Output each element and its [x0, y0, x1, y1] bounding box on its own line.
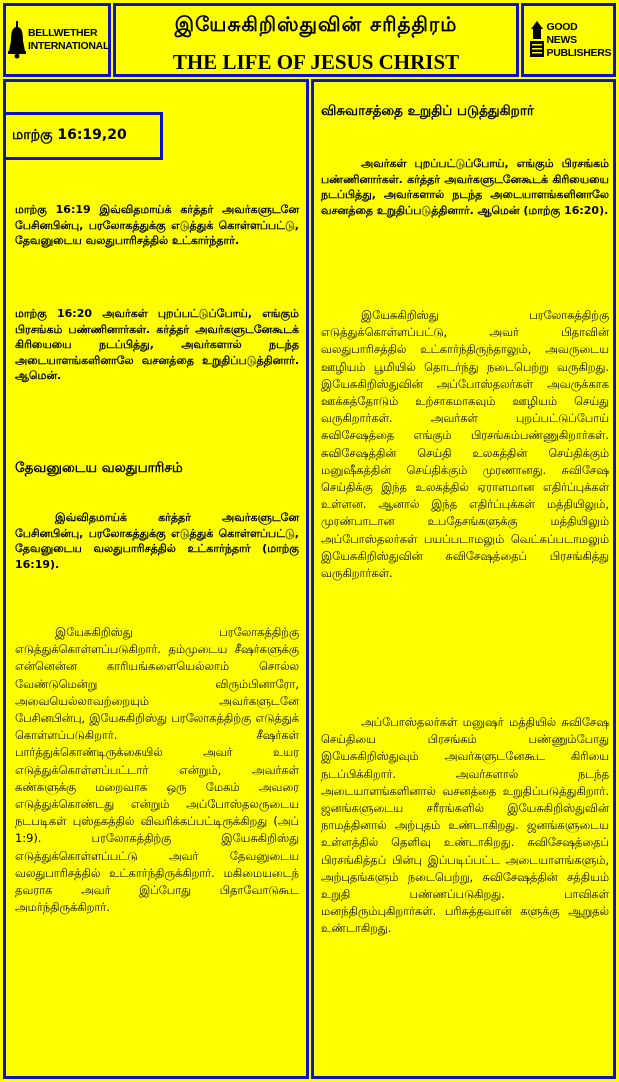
verse-19: மாற்கு 16:19 இவ்விதமாய்க் கர்த்தர் அவர்களுடனே பேசினபின்பு, பரலோகத்துக்கு எடுத்துக் கொள்ளப்பட்டு, தேவனுடைய வலதுபாரிசத்தில் உட்கார்ந்தார். — [15, 203, 299, 247]
left-paragraph: இயேசுகிறிஸ்து பரலோகத்திற்கு எடுத்துக்கொள்ளப்படுகிறார். தம்முடைய சீஷர்களுக்கு என்னென்ன காரியங்களையெல்லாம் சொல்ல வேண்டுமென்று விரும்பினாரோ, அவையெல்லாவற்றையும் அவர்களுடனே பேசினபின்பு, இயேசுகிறிஸ்து பரலோகத்திற்கு எடுத்துக் கொள்ளப்படுகிறார். சீஷர்கள் பார்த்துக்கொண்டிருக்கையில் அவர் உயர எடுத்துக்கொள்ளப்பட்டார் என்றும், அவர்கள் கண்களுக்கு மறைவாக ஒரு மேகம் அவரை எடுத்துக்கொண்டது என்றும் அப்போஸ்தலருடைய நடபடிகள் புஸ்தகத்தில் விவரிக்கப்பட்டிருக்கிறது (அப் 1:9). பரலோகத்திற்கு இயேசுகிறிஸ்து எடுத்துக்கொள்ளப்பட்டு அவர் தேவனுடைய வலதுபாரிசத்தில் உட்கார்ந்திருக்கிறார். மகிமையடைந் தவராக அவர் இப்போது பிதாவோடுகூட அமர்ந்திருக்கிறார். — [15, 625, 299, 915]
right-paragraph-1: இயேசுகிறிஸ்து பரலோகத்திற்கு எடுத்துக்கொள்ளப்பட்டு, அவர் பிதாவின் வலதுபாரிசத்தில் உட்கார்ந்திருந்தாலும், அவருடைய ஊழியம் பூமியில் தொடர்ந்து நடைபெற்று வருகிறது. இயேசுகிறிஸ்துவின் அப்போஸ்தலர்கள் அவருக்காக ஊக்கத்தோடும் உற்சாகமாகவும் ஊழியம் செய்து வருகிறார்கள். அவர்கள் புறப்பட்டுப்போய் சுவிசேஷத்தை எங்கும் பிரசங்கம்பண்ணுகிறார்கள். சுவிசேஷத்தின் செய்தி உலகத்தின் செய்திக்கும் மனுஷீகத்தின் செய்திக்கும் முரணானது. சுவிசேஷ செய்திக்கு இந்த உலகத்தில் ஏராளமான எதிர்ப்புக்கள் உள்ளன. ஆனால் இந்த எதிர்ப்புக்கள் மத்தியிலும், முரண்பாடான உபதேசங்களுக்கு மத்தியிலும் அப்போஸ்தலர்கள் பயப்படாமலும் வெட்கப்படாமலும் இயேசுகிறிஸ்துவின் சுவிசேஷத்தைப் பிரசங்கித்து வருகிறார்கள். — [321, 308, 609, 581]
verse-20: மாற்கு 16:20 அவர்கள் புறப்பட்டுப்போய், எங்கும் பிரசங்கம் பண்ணினார்கள். கர்த்தர் அவர்களுடனேகூடக் கிரியையை நடப்பித்து, அவர்களால் நடந்த அடையாளங்களினாலே வசனத்தை உறுதிப்படுத்தினார். ஆமென். — [15, 307, 299, 382]
right-logo-text: GOOD NEWS PUBLISHERS — [546, 20, 612, 59]
title-box — [113, 3, 519, 77]
scripture-reference: மாற்கு 16:19,20 — [12, 127, 127, 143]
right-quote: அவர்கள் புறப்பட்டுப்போய், எங்கும் பிரசங்கம் பண்ணினார்கள். கர்த்தர் அவர்களுடனேகூடக் கிரியையை நடப்பித்து, அவர்களால் நடந்த அடையாளங்களினாலே வசனத்தை உறுதிப்படுத்தினார். ஆமென் (மாற்கு 16:20). — [321, 157, 609, 217]
left-quote: இவ்விதமாய்க் கர்த்தர் அவர்களுடனே பேசினபின்பு, பரலோகத்துக்கு எடுத்துக் கொள்ளப்பட்டு, தேவனுடைய வலதுபாரிசத்தில் உட்கார்ந்தார் (மாற்கு 16:19). — [15, 511, 299, 571]
scripture-reference-box — [3, 112, 163, 160]
right-logo-box — [521, 3, 616, 77]
left-section-heading: தேவனுடைய வலதுபாரிசம் — [15, 460, 183, 476]
right-section-heading: விசுவாசத்தை உறுதிப் படுத்துகிறார் — [321, 103, 534, 119]
left-logo-box — [3, 3, 111, 77]
title-tamil: இயேசுகிறிஸ்துவின் சரித்திரம் — [174, 12, 458, 36]
publisher-book-icon — [529, 21, 545, 59]
left-logo-text: BELLWETHER INTERNATIONAL — [28, 27, 110, 52]
title-english: THE LIFE OF JESUS CHRIST — [172, 50, 460, 74]
bellwether-bell-icon — [8, 21, 26, 59]
right-paragraph-2: அப்போஸ்தலர்கள் மனுஷர் மத்தியில் சுவிசேஷ செய்தியை பிரசங்கம் பண்ணும்போது இயேசுகிறிஸ்துவும் அவர்களுடனேகூட கிரியை நடப்பிக்கிறார். அவர்களால் நடந்த அடையாளங்களினால் வசனத்தை உறுதிப்படுத்துகிறார். ஜனங்களுடைய சரீரங்களில் இயேசுகிறிஸ்துவின் நாமத்தினால் அற்புதம் உண்டாகிறது. ஜனங்களுடைய உள்ளத்தில் தெளிவு உண்டாகிறது. சுவிசேஷத்தைப் பிரசங்கித்தப் பின்பு இப்படிப்பட்ட அடையாளங்களும், அற்புதங்களும் நடைபெற்று, சுவிசேஷத்தின் சத்தியம் உறுதி பண்ணப்படுகிறது. பாவிகள் மனந்திரும்புகிறார்கள். பரிசுத்தவான் களுக்கு ஆறுதல் உண்டாகிறது. — [321, 715, 609, 936]
